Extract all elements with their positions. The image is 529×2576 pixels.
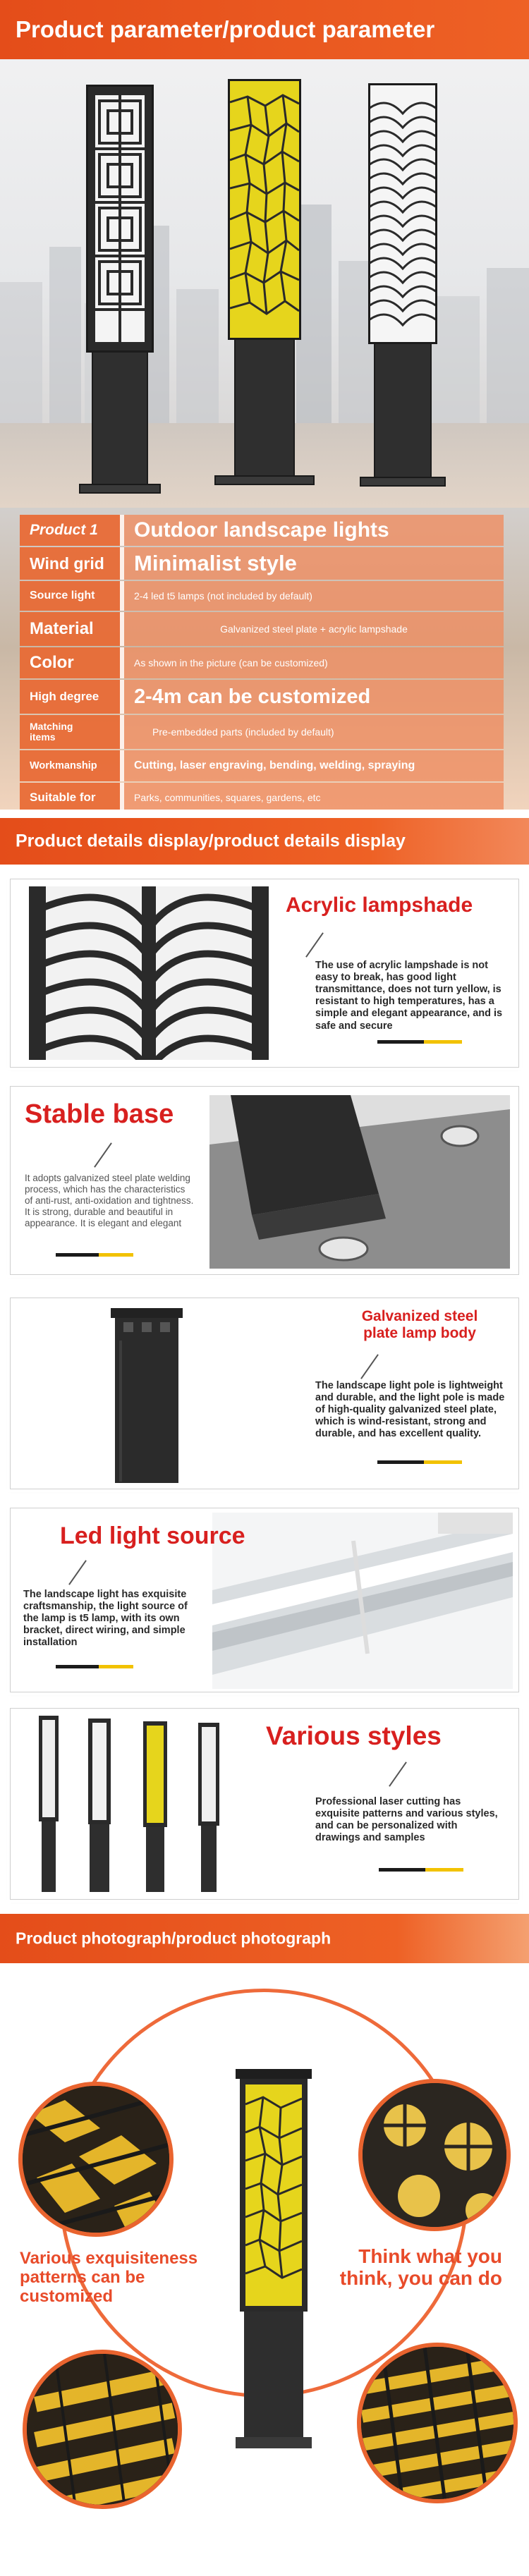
param-value: Minimalist style bbox=[120, 547, 504, 580]
detail-card-styles bbox=[10, 1708, 519, 1900]
pattern-closeup-top-right bbox=[358, 2079, 511, 2231]
detail-card-base bbox=[10, 1086, 519, 1275]
acrylic-lampshade-photo bbox=[29, 886, 269, 1060]
photo-label-right: Think what you think, you can do bbox=[339, 2245, 502, 2290]
lamp-foot bbox=[79, 484, 161, 494]
param-key: Suitable for bbox=[20, 783, 120, 810]
param-row-workmanship bbox=[20, 750, 504, 781]
param-key: Material bbox=[20, 612, 120, 646]
section-header-photo bbox=[0, 1914, 529, 1963]
lamp-foot bbox=[214, 475, 315, 485]
decorative-slash bbox=[94, 1142, 112, 1168]
param-value: Galvanized steel plate + acrylic lampshade bbox=[120, 612, 504, 646]
param-row-source-light bbox=[20, 581, 504, 611]
detail-title: Stable base bbox=[25, 1099, 174, 1129]
decorative-line bbox=[56, 1253, 133, 1257]
param-row-matching-items bbox=[20, 715, 504, 749]
lamp-stone-pattern-model bbox=[228, 79, 301, 340]
param-value: Pre-embedded parts (included by default) bbox=[120, 715, 504, 749]
various-styles-photo bbox=[39, 1716, 279, 1892]
detail-description: Professional laser cutting has exquisite patterns and various styles, and can be personalized with drawings and samples bbox=[315, 1796, 498, 1844]
param-row-color bbox=[20, 647, 504, 678]
param-key: Matching items bbox=[20, 715, 120, 749]
decorative-line bbox=[377, 1460, 462, 1464]
param-value: 2-4 led t5 lamps (not included by default) bbox=[120, 581, 504, 611]
decorative-slash bbox=[305, 932, 324, 958]
section-header-text: Product details display/product details display bbox=[16, 831, 406, 851]
detail-card-acrylic bbox=[10, 879, 519, 1068]
param-key: Wind grid bbox=[20, 547, 120, 580]
pattern-closeup-bottom-right bbox=[357, 2343, 518, 2503]
detail-card-lamp-body bbox=[10, 1298, 519, 1489]
detail-title: Galvanized steel plate lamp body bbox=[361, 1308, 478, 1342]
pattern-closeup-bottom-left bbox=[23, 2350, 182, 2509]
param-key: Product 1 bbox=[20, 515, 120, 546]
section-header-details bbox=[0, 818, 529, 865]
param-key: Color bbox=[20, 647, 120, 678]
decorative-slash bbox=[389, 1762, 407, 1787]
param-value: 2-4m can be customized bbox=[120, 680, 504, 714]
section-header-text: Product parameter/product parameter bbox=[16, 16, 435, 42]
detail-description: The landscape light has exquisite craftsmanship, the light source of the lamp is t5 lamp, with its own bracket, direct wiring, and simple installation bbox=[23, 1589, 188, 1649]
lattice-pattern-panel bbox=[88, 87, 152, 350]
detail-description: It adopts galvanized steel plate welding process, which has the characteristics of anti-rust, anti-oxidation and tightness. It is strong, durable and beautiful in appearance. It is elegant and elegant bbox=[25, 1173, 194, 1228]
stone-pattern-panel bbox=[230, 81, 299, 338]
stable-base-photo bbox=[209, 1095, 510, 1269]
param-row-wind-grid bbox=[20, 547, 504, 580]
param-row-material bbox=[20, 612, 504, 646]
product-photograph-area bbox=[0, 1963, 529, 2576]
param-key: High degree bbox=[20, 680, 120, 714]
param-value: Outdoor landscape lights bbox=[120, 515, 504, 546]
lamp-foot bbox=[360, 477, 446, 487]
section-header-parameters bbox=[0, 0, 529, 59]
param-row-height bbox=[20, 680, 504, 714]
detail-title: Acrylic lampshade bbox=[286, 893, 473, 917]
decorative-line bbox=[377, 1040, 462, 1044]
lamp-body-photo bbox=[26, 1305, 308, 1483]
param-row-suitable-for bbox=[20, 783, 504, 810]
decorative-slash bbox=[360, 1354, 379, 1379]
pattern-closeup-top-left bbox=[18, 2082, 174, 2237]
lamp-post bbox=[374, 343, 432, 478]
central-lamp-photo bbox=[231, 2069, 316, 2450]
param-key: Source light bbox=[20, 581, 120, 611]
wave-pattern-panel bbox=[370, 85, 435, 342]
lamp-post bbox=[92, 351, 148, 485]
led-light-photo bbox=[212, 1513, 513, 1689]
detail-title: Led light source bbox=[60, 1522, 245, 1549]
param-row-product bbox=[20, 515, 504, 546]
decorative-slash bbox=[68, 1560, 87, 1585]
decorative-line bbox=[379, 1868, 463, 1872]
param-value: As shown in the picture (can be customized) bbox=[120, 647, 504, 678]
param-value: Cutting, laser engraving, bending, welding, spraying bbox=[120, 750, 504, 781]
section-header-text: Product photograph/product photograph bbox=[16, 1929, 332, 1948]
param-value: Parks, communities, squares, gardens, etc bbox=[120, 783, 504, 810]
detail-description: The use of acrylic lampshade is not easy to break, has good light transmittance, does not turn yellow, is resistant to high temperatures, has a simple and elegant appearance, and is safe and secure bbox=[315, 960, 503, 1032]
lamp-lattice-model bbox=[86, 85, 154, 353]
param-key: Workmanship bbox=[20, 750, 120, 781]
photo-label-left: Various exquisiteness patterns can be customized bbox=[20, 2249, 198, 2306]
decorative-line bbox=[56, 1665, 133, 1668]
lamp-wave-pattern-model bbox=[368, 83, 437, 344]
hero-banner bbox=[0, 0, 529, 810]
lamp-post bbox=[234, 338, 295, 477]
detail-title: Various styles bbox=[266, 1721, 442, 1750]
detail-description: The landscape light pole is lightweight and durable, and the light pole is made of high-quality galvanized steel plate, which is wind-resistant, strong and durable, and has excellent quality. bbox=[315, 1380, 505, 1440]
detail-card-led bbox=[10, 1508, 519, 1692]
